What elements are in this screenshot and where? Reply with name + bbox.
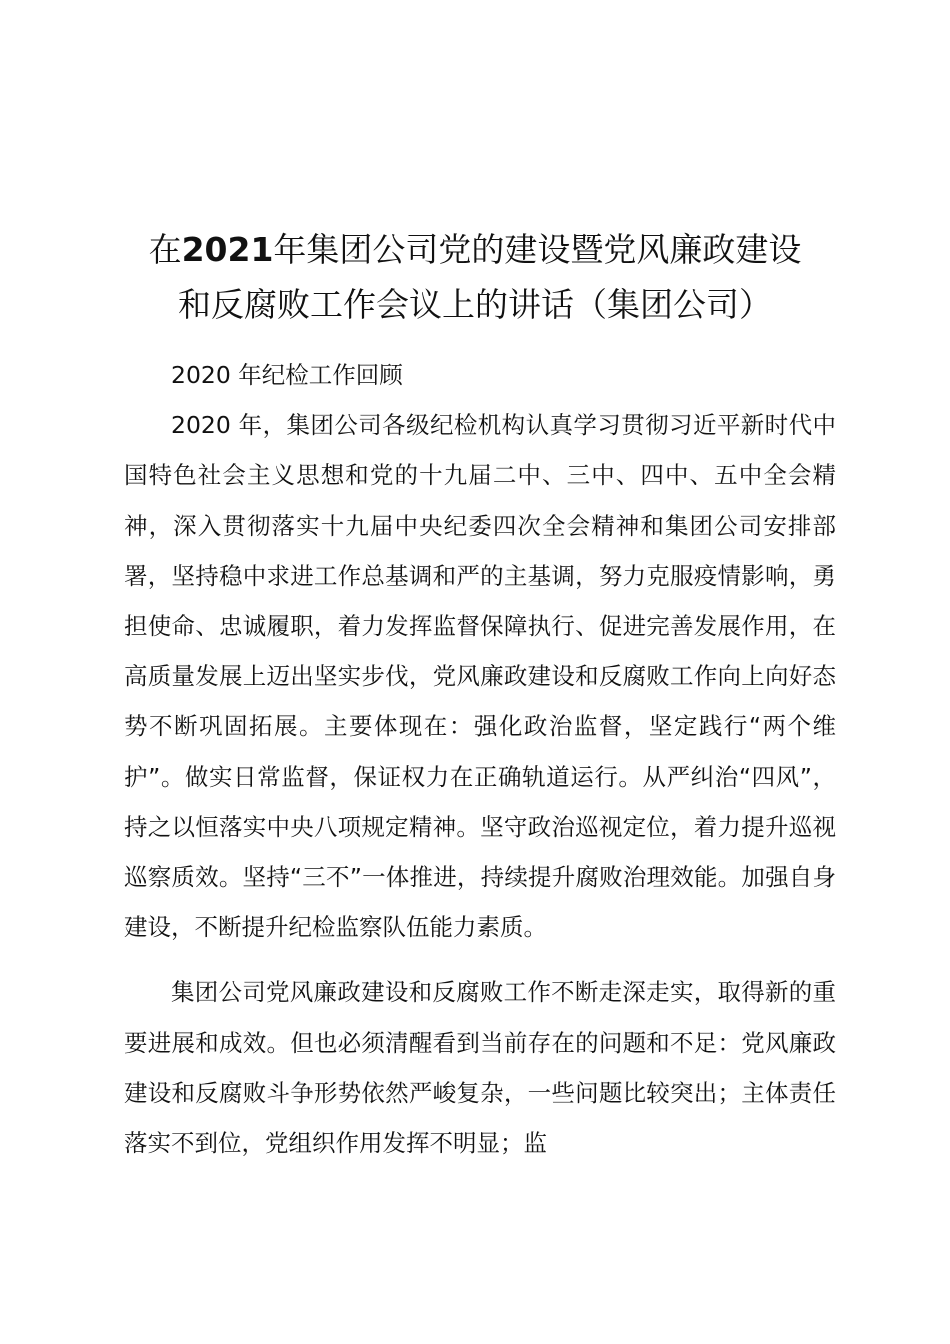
document-title (100, 222, 850, 332)
paragraph-2: 集团公司党风廉政建设和反腐败工作不断走深走实，取得新的重要进展和成效。但也必须清醒看到当前存在的问题和不足：党风廉政建设和反腐败斗争形势依然严峻复杂，一些问题比较突出；主体责任落实不到位，党组织作用发挥不明显；监 (124, 978, 836, 1158)
section-heading: 2020 年纪检工作回顾 (171, 361, 403, 389)
paragraph-1: 2020 年，集团公司各级纪检机构认真学习贯彻习近平新时代中国特色社会主义思想和党的十九届二中、三中、四中、五中全会精神，深入贯彻落实十九届中央纪委四次全会精神和集团公司安排部署，坚持稳中求进工作总基调和严的主基调，努力克服疫情影响，勇担使命、忠诚履职，着力发挥监督保障执行、促进完善发展作用，在高质量发展上迈出坚实步伐，党风廉政建设和反腐败工作向上向好态势不断巩固拓展。主要体现在：强化政治监督，坚定践行“两个维护”。做实日常监督，保证权力在正确轨道运行。从严纠治“四风”，持之以恒落实中央八项规定精神。坚守政治巡视定位，着力提升巡视巡察质效。坚持“三不”一体推进，持续提升腐败治理效能。加强自身建设，不断提升纪检监察队伍能力素质。 (124, 411, 836, 942)
title-year: 2021 (181, 230, 274, 269)
title-line-1 (100, 222, 850, 277)
document-body (124, 350, 836, 1168)
title-line-2: 和反腐败工作会议上的讲话（集团公司） (178, 285, 772, 324)
title-line-1-rest: 年集团公司党的建设暨党风廉政建设 (273, 230, 802, 269)
title-prefix: 在 (148, 230, 182, 269)
